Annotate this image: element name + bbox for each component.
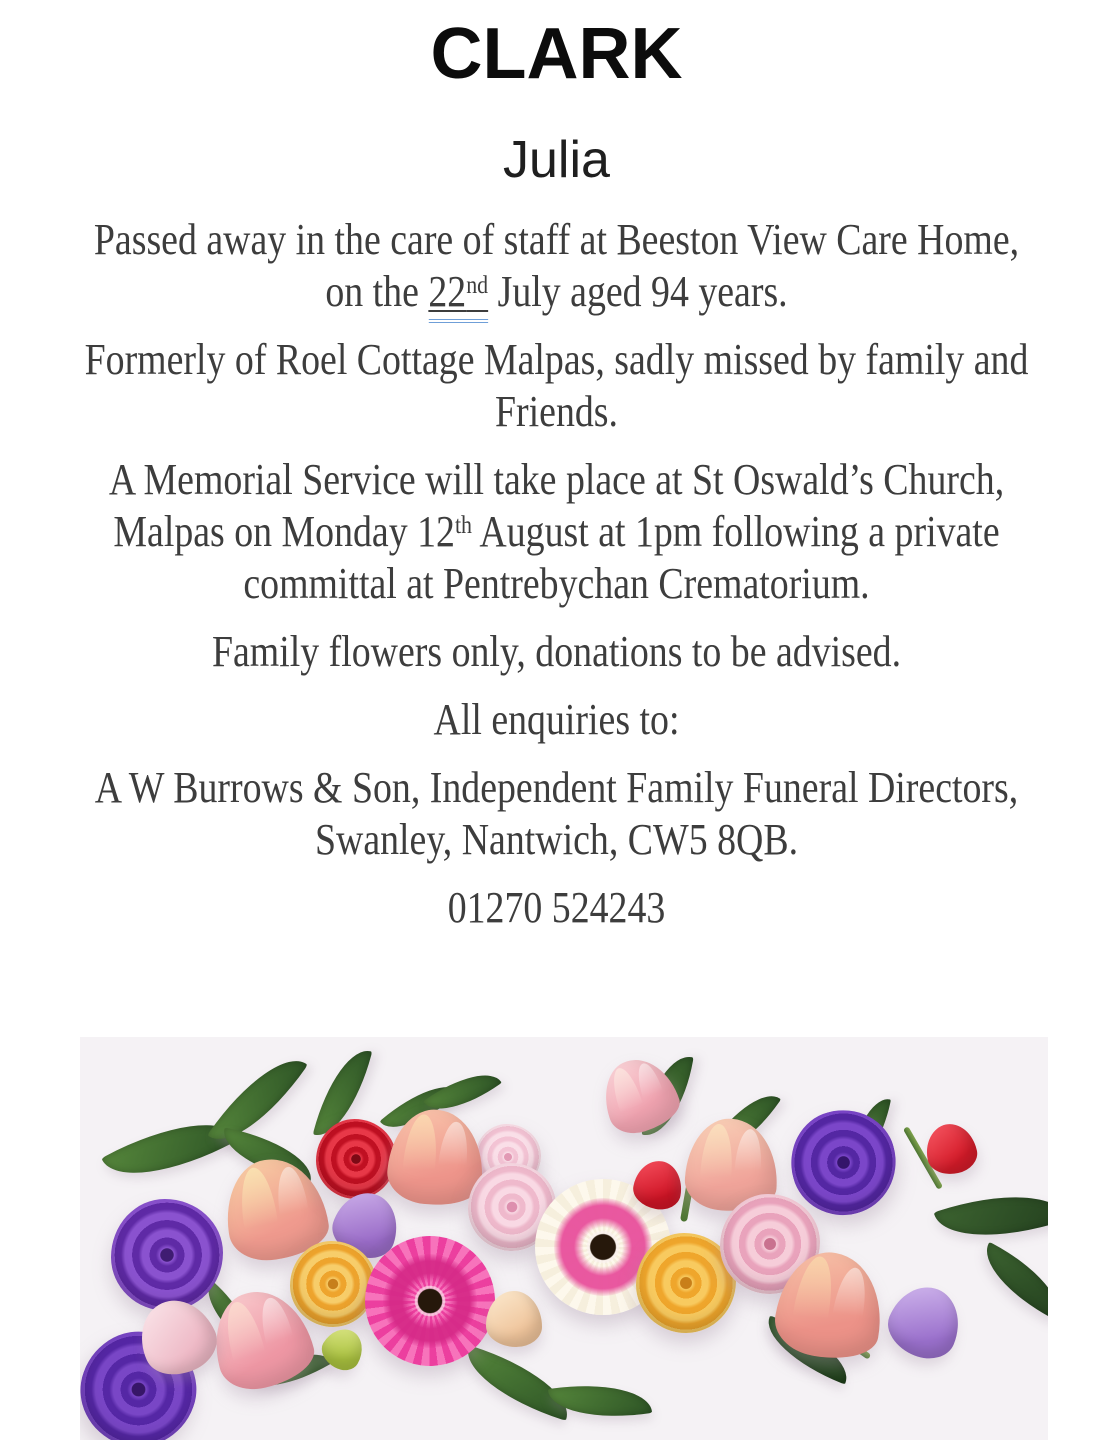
leaf-shape bbox=[456, 1345, 578, 1420]
notice-body bbox=[0, 214, 1113, 934]
date-highlight: 22nd bbox=[428, 267, 488, 323]
purple-lisianthus-left bbox=[111, 1199, 223, 1311]
flowers-photo bbox=[80, 1037, 1048, 1440]
notice-paragraph: All enquiries to: bbox=[433, 695, 680, 744]
red-rose bbox=[316, 1119, 396, 1199]
notice-paragraph: Formerly of Roel Cottage Malpas, sadly missed by family and Friends. bbox=[84, 335, 1029, 436]
lilac-tulip-bud-right bbox=[879, 1276, 970, 1367]
notice-paragraph: 01270 524243 bbox=[447, 883, 666, 932]
surname-title: CLARK bbox=[430, 14, 683, 94]
peach-spray-rose bbox=[486, 1291, 542, 1347]
green-bud bbox=[316, 1322, 371, 1377]
leaf-shape bbox=[972, 1242, 1048, 1320]
leaf-shape bbox=[101, 1097, 238, 1200]
notice-paragraph: Passed away in the care of staff at Beeston View Care Home, on the 22nd July aged 94 years. bbox=[78, 214, 1035, 318]
yellow-rose-small bbox=[290, 1241, 376, 1327]
notice-paragraph: A Memorial Service will take place at St Oswald’s Church, Malpas on Monday 12th August at 1pm following a private committal at Pentrebychan Crematorium. bbox=[108, 455, 1005, 608]
notice-paragraph: Family flowers only, donations to be advised. bbox=[211, 627, 902, 676]
notice-paragraph: A W Burrows & Son, Independent Family Funeral Directors, Swanley, Nantwich, CW5 8QB. bbox=[94, 763, 1019, 864]
forename-subtitle: Julia bbox=[503, 131, 610, 189]
